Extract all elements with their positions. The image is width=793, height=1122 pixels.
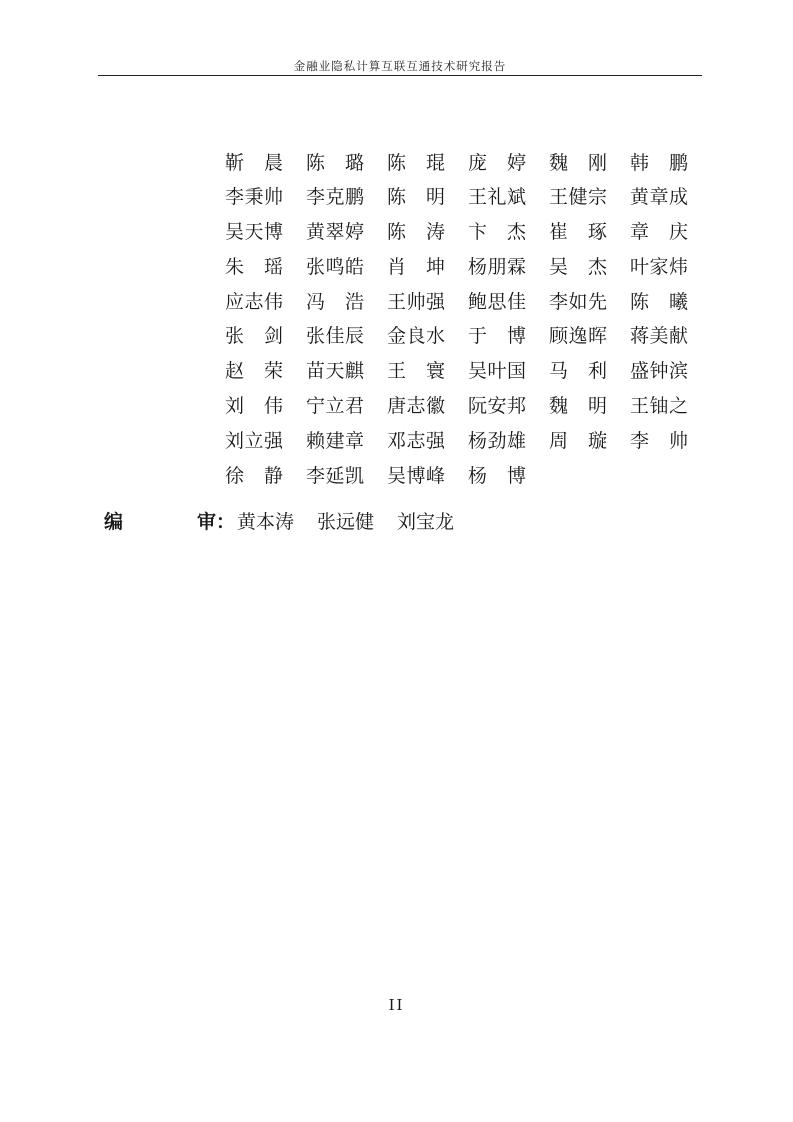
name-character: 志 [244, 290, 264, 313]
reviewer-name: 刘宝龙 [397, 510, 455, 533]
contributor-name [225, 147, 283, 175]
name-character: 涛 [425, 221, 445, 244]
contributor-name [387, 286, 445, 314]
contributor-name [468, 286, 526, 314]
name-character: 冯 [306, 290, 326, 313]
contributor-name [630, 251, 688, 279]
name-character: 礼 [487, 186, 507, 209]
name-character: 国 [506, 360, 526, 383]
name-character: 蒋 [630, 325, 650, 348]
name-character: 强 [425, 429, 445, 452]
name-character: 安 [487, 395, 507, 418]
contributor-name [468, 356, 526, 384]
name-character: 瑶 [263, 255, 283, 278]
name-character: 剑 [263, 325, 283, 348]
name-character: 韩 [630, 151, 650, 174]
contributor-name [549, 182, 607, 210]
name-character: 铀 [649, 395, 669, 418]
reviewer-name: 张远健 [317, 510, 375, 533]
contributor-name [225, 251, 283, 279]
contributor-name [468, 321, 526, 349]
contributor-name [387, 217, 445, 245]
name-character: 崔 [549, 221, 569, 244]
name-character: 麒 [344, 360, 364, 383]
name-character: 成 [668, 186, 688, 209]
contributor-name [549, 321, 607, 349]
name-character: 邓 [387, 429, 407, 452]
contributor-name [549, 217, 607, 245]
contributor-name [306, 286, 364, 314]
name-character: 婷 [506, 151, 526, 174]
name-character: 克 [325, 186, 345, 209]
name-character: 斌 [506, 186, 526, 209]
contributor-name [468, 425, 526, 453]
contributor-name [387, 391, 445, 419]
name-character: 秉 [244, 186, 264, 209]
name-character: 先 [587, 290, 607, 313]
name-character: 鸣 [325, 255, 345, 278]
contributor-name [549, 425, 607, 453]
name-character: 水 [425, 325, 445, 348]
contributor-name [306, 182, 364, 210]
name-character: 盛 [630, 360, 650, 383]
contributor-name [630, 147, 688, 175]
name-character: 李 [630, 429, 650, 452]
name-character: 建 [325, 429, 345, 452]
name-character: 帅 [406, 290, 426, 313]
name-character: 靳 [225, 151, 245, 174]
contributor-name [387, 251, 445, 279]
name-character: 璐 [344, 151, 364, 174]
name-character: 献 [668, 325, 688, 348]
reviewers-colon: ： [216, 510, 236, 533]
name-character: 叶 [630, 255, 650, 278]
name-character: 皓 [344, 255, 364, 278]
name-character: 黄 [630, 186, 650, 209]
name-character: 张 [225, 325, 245, 348]
contributor-name [387, 147, 445, 175]
name-character: 峰 [425, 464, 445, 487]
contributor-name [468, 182, 526, 210]
name-character: 李 [306, 186, 326, 209]
name-character: 滨 [668, 360, 688, 383]
name-character: 李 [549, 290, 569, 313]
name-character: 立 [325, 395, 345, 418]
name-character: 王 [549, 186, 569, 209]
contributor-name [468, 251, 526, 279]
name-character: 赖 [306, 429, 326, 452]
name-character: 王 [387, 360, 407, 383]
contributor-name [549, 391, 607, 419]
contributor-name [225, 425, 283, 453]
name-character: 强 [263, 429, 283, 452]
name-character: 坤 [425, 255, 445, 278]
contributor-name [387, 321, 445, 349]
name-character: 魏 [549, 395, 569, 418]
name-character: 立 [244, 429, 264, 452]
name-character: 章 [344, 429, 364, 452]
name-character: 邦 [506, 395, 526, 418]
name-character: 寰 [425, 360, 445, 383]
name-character: 强 [425, 290, 445, 313]
name-character: 良 [406, 325, 426, 348]
contributor-name [225, 217, 283, 245]
name-character: 伟 [263, 395, 283, 418]
name-character: 苗 [306, 360, 326, 383]
contributor-name [225, 391, 283, 419]
name-character: 琨 [425, 151, 445, 174]
name-character: 劲 [487, 429, 507, 452]
name-character: 雄 [506, 429, 526, 452]
name-character: 志 [406, 395, 426, 418]
contributor-name [306, 425, 364, 453]
name-character: 荣 [263, 360, 283, 383]
name-character: 帅 [668, 429, 688, 452]
name-character: 吴 [225, 221, 245, 244]
name-character: 鲍 [468, 290, 488, 313]
contributor-name [630, 425, 688, 453]
name-character: 晖 [587, 325, 607, 348]
name-character: 吴 [468, 360, 488, 383]
name-character: 曦 [668, 290, 688, 313]
name-character: 博 [506, 325, 526, 348]
name-character: 天 [325, 360, 345, 383]
name-character: 陈 [630, 290, 650, 313]
name-character: 思 [487, 290, 507, 313]
name-character: 杨 [468, 429, 488, 452]
name-character: 李 [225, 186, 245, 209]
name-character: 章 [649, 186, 669, 209]
name-character: 如 [568, 290, 588, 313]
name-character: 天 [244, 221, 264, 244]
name-character: 顾 [549, 325, 569, 348]
contributor-list [225, 147, 705, 495]
name-character: 璇 [587, 429, 607, 452]
name-character: 明 [587, 395, 607, 418]
name-character: 琢 [587, 221, 607, 244]
name-character: 浩 [344, 290, 364, 313]
name-character: 静 [263, 464, 283, 487]
name-character: 周 [549, 429, 569, 452]
name-character: 章 [630, 221, 650, 244]
name-character: 逸 [568, 325, 588, 348]
name-character: 鹏 [344, 186, 364, 209]
name-character: 博 [506, 464, 526, 487]
page-header-title: 金融业隐私计算互联互通技术研究报告 [293, 59, 507, 73]
contributor-name [468, 147, 526, 175]
name-character: 王 [468, 186, 488, 209]
name-character: 魏 [549, 151, 569, 174]
name-character: 凯 [344, 464, 364, 487]
name-character: 吴 [549, 255, 569, 278]
name-character: 杰 [587, 255, 607, 278]
name-character: 庆 [668, 221, 688, 244]
name-character: 张 [306, 325, 326, 348]
name-character: 刘 [225, 395, 245, 418]
name-character: 炜 [668, 255, 688, 278]
contributor-name [225, 356, 283, 384]
name-character: 霖 [506, 255, 526, 278]
name-character: 陈 [387, 151, 407, 174]
name-character: 陈 [387, 221, 407, 244]
name-character: 佳 [506, 290, 526, 313]
name-character: 肖 [387, 255, 407, 278]
contributor-name [468, 391, 526, 419]
name-character: 于 [468, 325, 488, 348]
reviewers-line [104, 506, 477, 534]
name-character: 伟 [263, 290, 283, 313]
name-character: 延 [325, 464, 345, 487]
contributor-name [630, 391, 688, 419]
contributor-name [630, 182, 688, 210]
contributor-name [387, 425, 445, 453]
name-character: 利 [587, 360, 607, 383]
name-character: 明 [425, 186, 445, 209]
name-character: 宗 [587, 186, 607, 209]
contributor-name [387, 182, 445, 210]
name-character: 赵 [225, 360, 245, 383]
name-character: 健 [568, 186, 588, 209]
contributor-name [630, 217, 688, 245]
name-character: 庞 [468, 151, 488, 174]
name-character: 王 [387, 290, 407, 313]
name-character: 卞 [468, 221, 488, 244]
name-character: 之 [668, 395, 688, 418]
contributor-name [306, 251, 364, 279]
contributor-name [225, 286, 283, 314]
name-character: 婷 [344, 221, 364, 244]
name-character: 徐 [225, 464, 245, 487]
name-character: 金 [387, 325, 407, 348]
name-character: 翠 [325, 221, 345, 244]
contributor-name [630, 356, 688, 384]
name-character: 朱 [225, 255, 245, 278]
name-character: 王 [630, 395, 650, 418]
contributor-name [630, 321, 688, 349]
reviewer-name: 黄本涛 [237, 510, 295, 533]
name-character: 朋 [487, 255, 507, 278]
contributor-name [306, 460, 364, 488]
reviewers-label-char-2: 审 [196, 510, 216, 533]
name-character: 辰 [344, 325, 364, 348]
name-character: 博 [263, 221, 283, 244]
header-rule [98, 75, 702, 76]
contributor-name [225, 321, 283, 349]
name-character: 马 [549, 360, 569, 383]
contributor-name [468, 460, 526, 488]
name-character: 杨 [468, 464, 488, 487]
contributor-name [387, 356, 445, 384]
name-character: 叶 [487, 360, 507, 383]
contributor-name [225, 460, 283, 488]
name-character: 杰 [506, 221, 526, 244]
name-character: 张 [306, 255, 326, 278]
name-character: 陈 [306, 151, 326, 174]
contributor-name [549, 286, 607, 314]
name-character: 杨 [468, 255, 488, 278]
contributor-name [306, 147, 364, 175]
name-character: 应 [225, 290, 245, 313]
name-character: 陈 [387, 186, 407, 209]
name-character: 阮 [468, 395, 488, 418]
contributor-name [306, 391, 364, 419]
contributor-name [468, 217, 526, 245]
reviewers-label [104, 507, 216, 534]
name-character: 美 [649, 325, 669, 348]
name-character: 君 [344, 395, 364, 418]
name-character: 刘 [225, 429, 245, 452]
name-character: 李 [306, 464, 326, 487]
contributor-name [549, 356, 607, 384]
name-character: 晨 [263, 151, 283, 174]
name-character: 黄 [306, 221, 326, 244]
contributor-name [306, 321, 364, 349]
name-character: 鹏 [668, 151, 688, 174]
name-character: 钟 [649, 360, 669, 383]
contributor-name [549, 147, 607, 175]
name-character: 家 [649, 255, 669, 278]
contributor-name [225, 182, 283, 210]
page-number: II [388, 996, 405, 1014]
contributor-name [306, 356, 364, 384]
name-character: 佳 [325, 325, 345, 348]
name-character: 博 [406, 464, 426, 487]
name-character: 吴 [387, 464, 407, 487]
contributor-name [630, 286, 688, 314]
name-character: 志 [406, 429, 426, 452]
reviewers-label-char-1: 编 [104, 510, 124, 533]
name-character: 刚 [587, 151, 607, 174]
contributor-name [306, 217, 364, 245]
contributor-name [549, 251, 607, 279]
name-character: 唐 [387, 395, 407, 418]
contributor-name [387, 460, 445, 488]
name-character: 宁 [306, 395, 326, 418]
name-character: 帅 [263, 186, 283, 209]
name-character: 徽 [425, 395, 445, 418]
